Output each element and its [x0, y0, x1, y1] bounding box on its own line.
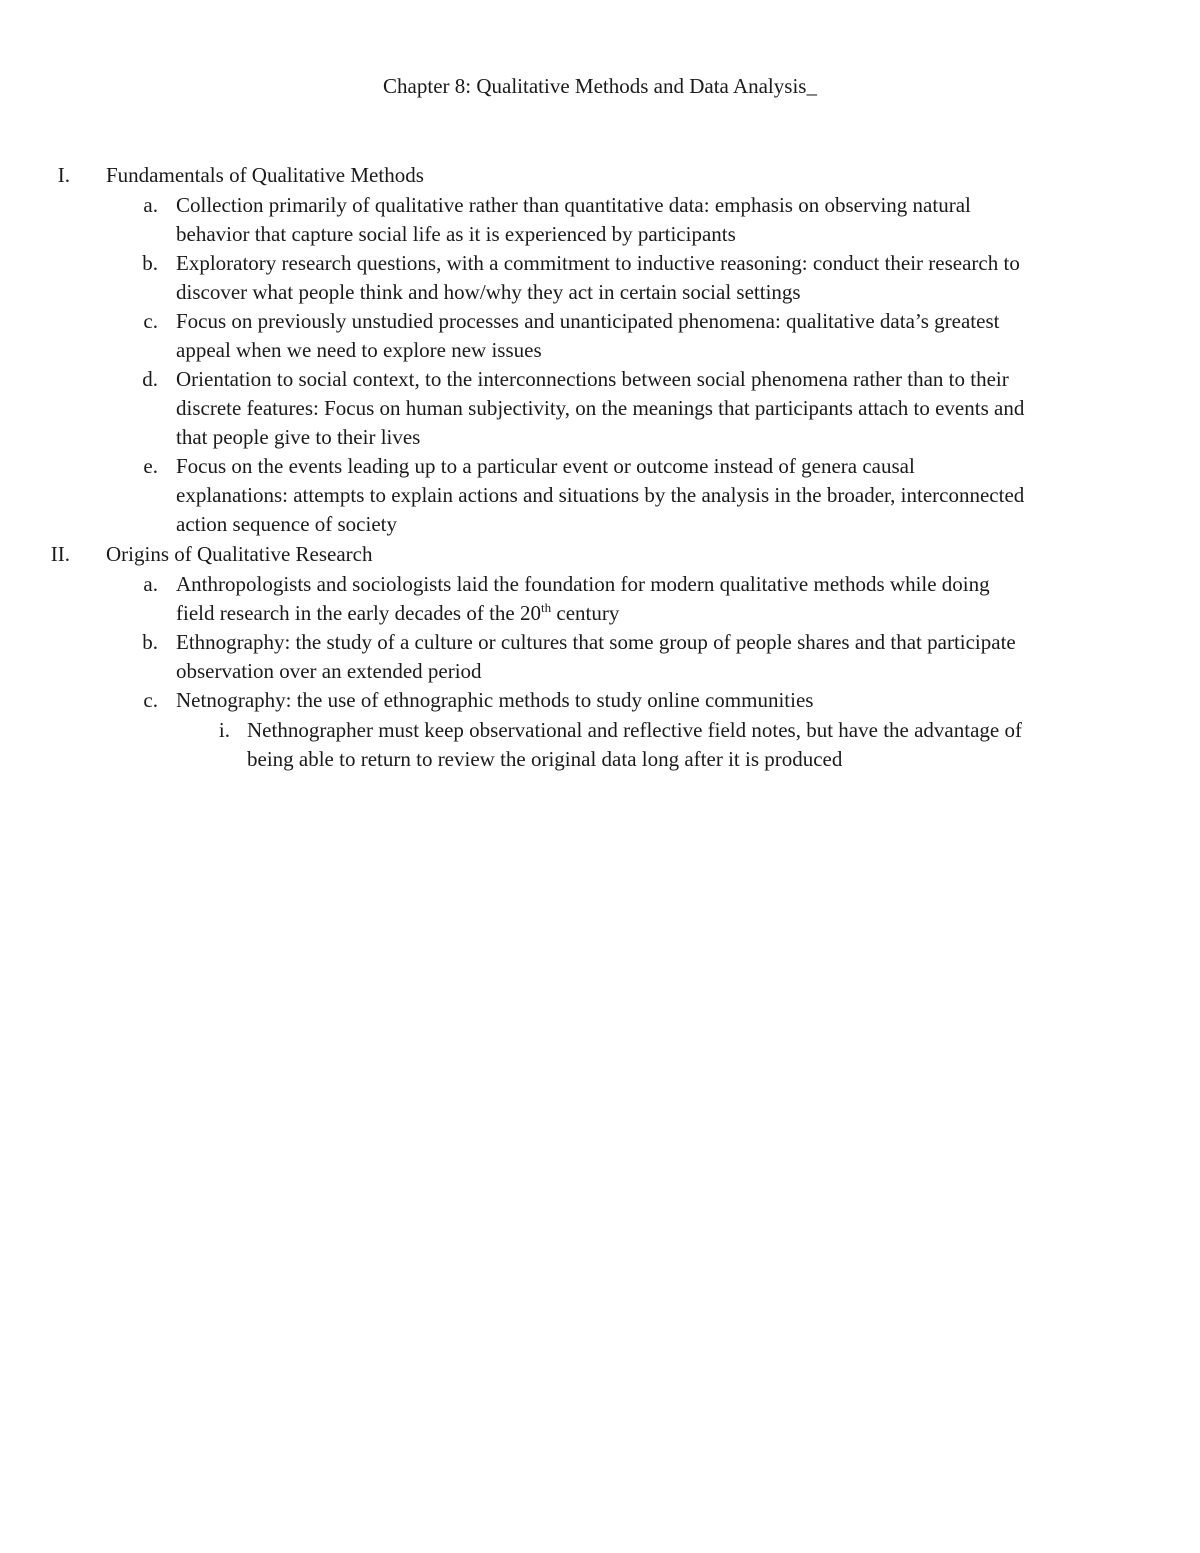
- list-item-text: Exploratory research questions, with a commitment to inductive reasoning: conduct their research to: [176, 251, 1020, 275]
- list-item-text: behavior that capture social life as it is experienced by participants: [176, 222, 736, 246]
- list-item-text: Collection primarily of qualitative rather than quantitative data: emphasis on observing natural: [176, 193, 971, 217]
- list-item-marker: d.: [142, 367, 158, 391]
- page-title: Chapter 8: Qualitative Methods and Data Analysis_: [383, 74, 817, 98]
- section-heading: Fundamentals of Qualitative Methods: [106, 163, 424, 187]
- list-item-marker: a.: [143, 193, 158, 217]
- list-item-text: Ethnography: the study of a culture or cultures that some group of people shares and that participate: [176, 630, 1016, 654]
- list-item-text: Orientation to social context, to the interconnections between social phenomena rather than to their: [176, 367, 1009, 391]
- list-item-marker: b.: [142, 251, 158, 275]
- sub-item-marker: i.: [218, 718, 230, 742]
- list-item-text: discover what people think and how/why they act in certain social settings: [176, 280, 801, 304]
- superscript: th: [541, 600, 552, 615]
- list-item-text: action sequence of society: [176, 512, 397, 536]
- list-item-text: discrete features: Focus on human subjectivity, on the meanings that participants attach to events and: [176, 396, 1025, 420]
- list-item-text: explanations: attempts to explain actions and situations by the analysis in the broader, interconnected: [176, 483, 1025, 507]
- list-item-text: Netnography: the use of ethnographic methods to study online communities: [176, 688, 814, 712]
- section-heading: Origins of Qualitative Research: [106, 542, 373, 566]
- sub-item-text: Nethnographer must keep observational and reflective field notes, but have the advantage of: [247, 718, 1022, 742]
- list-item-text: appeal when we need to explore new issues: [176, 338, 542, 362]
- section-marker: II.: [50, 542, 70, 566]
- list-item-text-part: field research in the early decades of the 20: [176, 601, 541, 625]
- sub-item-text: being able to return to review the original data long after it is produced: [247, 747, 843, 771]
- list-item-text: that people give to their lives: [176, 425, 421, 449]
- list-item-text: Focus on the events leading up to a particular event or outcome instead of genera causal: [176, 454, 915, 478]
- list-item-marker: c.: [143, 309, 158, 333]
- list-item-text: Focus on previously unstudied processes and unanticipated phenomena: qualitative data’s greatest: [176, 309, 1000, 333]
- list-item-text: observation over an extended period: [176, 659, 482, 683]
- list-item-marker: e.: [143, 454, 158, 478]
- section-marker: I.: [57, 163, 70, 187]
- list-item-text-part: century: [551, 601, 620, 625]
- list-item-text: Anthropologists and sociologists laid the foundation for modern qualitative methods while doing: [176, 572, 990, 596]
- list-item-marker: b.: [142, 630, 158, 654]
- list-item-marker: a.: [143, 572, 158, 596]
- list-item-marker: c.: [143, 688, 158, 712]
- list-item-text: [176, 599, 619, 628]
